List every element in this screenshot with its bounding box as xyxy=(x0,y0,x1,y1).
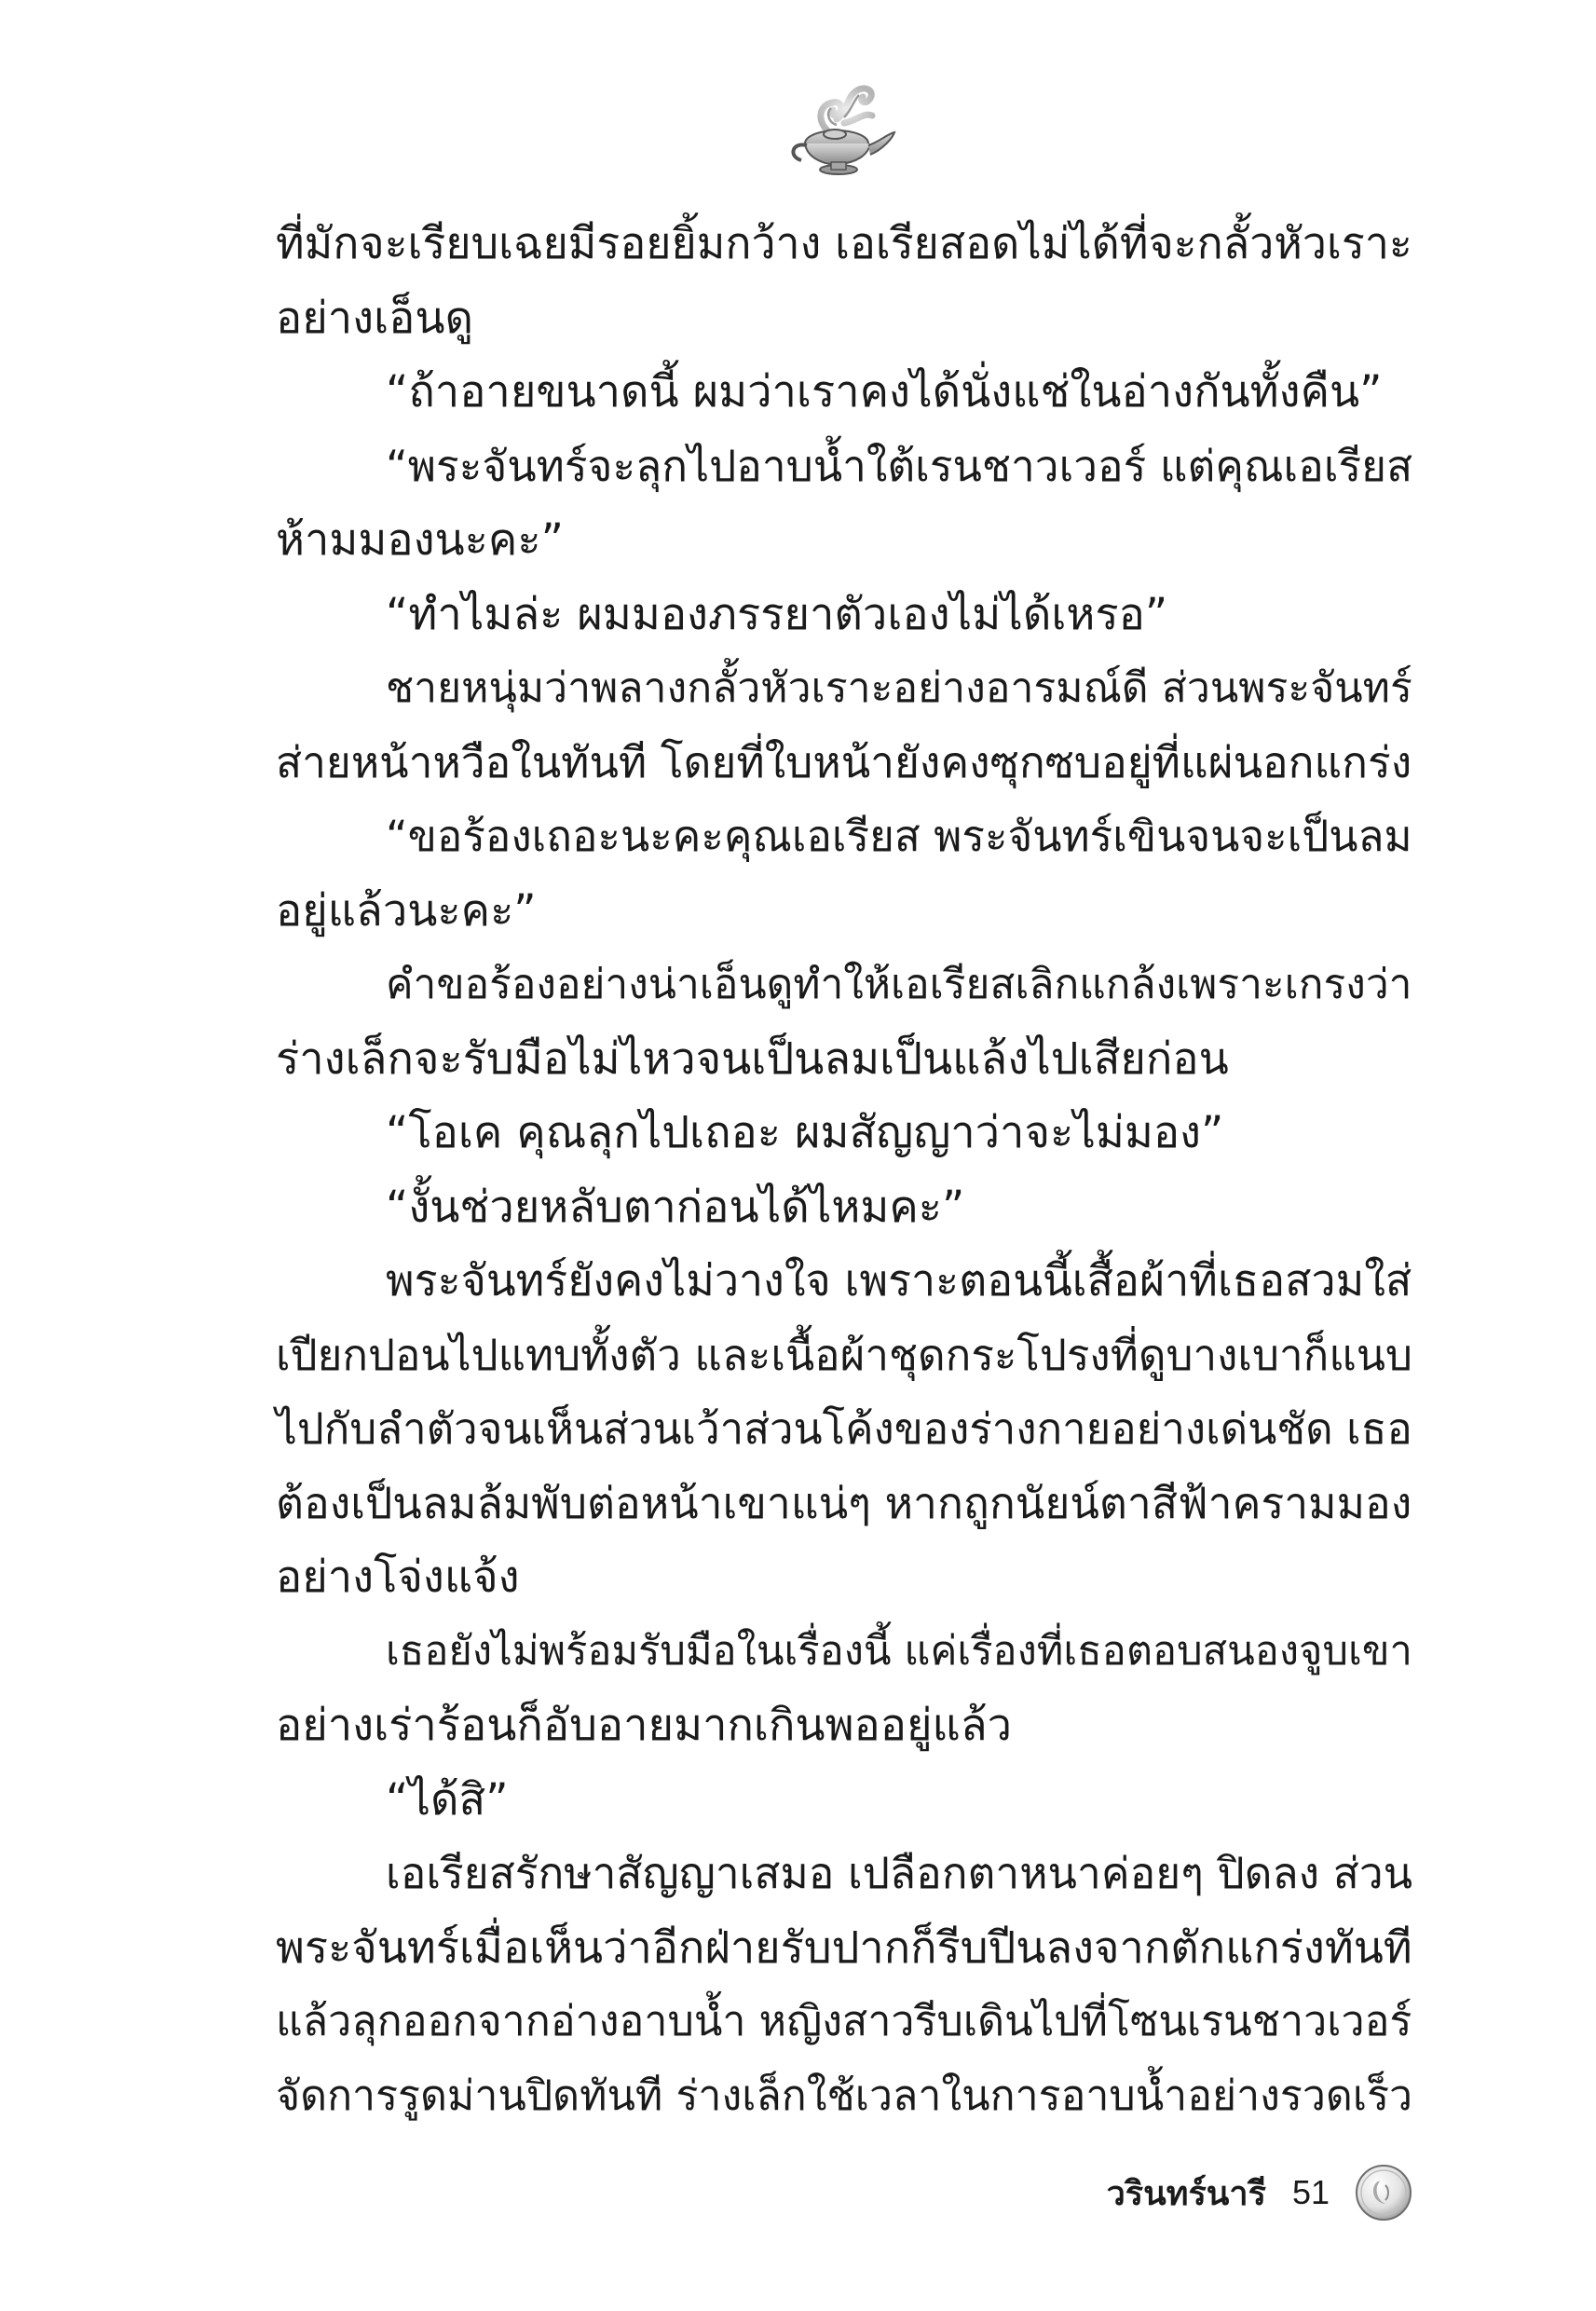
text-line: “โอเค คุณลุกไปเถอะ ผมสัญญาว่าจะไม่มอง” xyxy=(386,1107,1224,1158)
text-line: อย่างเอ็นดู xyxy=(276,292,474,344)
text-line: อย่างเร่าร้อนก็อับอายมากเกินพออยู่แล้ว xyxy=(276,1700,1013,1751)
text-line: ร่างเล็กจะรับมือไม่ไหวจนเป็นลมเป็นแล้งไปเสียก่อน xyxy=(276,1032,1229,1085)
moon-medallion-icon xyxy=(1354,2163,1413,2222)
body-text xyxy=(276,207,1412,2133)
page-footer xyxy=(1107,2160,1413,2225)
text-line: อย่างโจ่งแจ้ง xyxy=(276,1552,520,1603)
text-line: “พระจันทร์จะลุกไปอาบน้ำใต้เรนชาวเวอร์ แต่คุณเอเรียส xyxy=(386,440,1413,491)
text-line: พระจันทร์เมื่อเห็นว่าอีกฝ่ายรับปากก็รีบปีนลงจากตักแกร่งทันที xyxy=(276,1921,1412,1974)
text-line: คำขอร้องอย่างน่าเอ็นดูทำให้เอเรียสเลิกแกล้งเพราะเกรงว่า xyxy=(386,961,1412,1008)
text-line: “งั้นช่วยหลับตาก่อนได้ไหมคะ” xyxy=(386,1181,965,1233)
text-line: เปียกปอนไปแทบทั้งตัว และเนื้อผ้าชุดกระโปรงที่ดูบางเบาก็แนบ xyxy=(276,1330,1412,1380)
text-line: “ได้สิ” xyxy=(386,1773,509,1826)
book-title: วรินทร์นารี xyxy=(1106,2174,1266,2213)
text-line: “ทำไมล่ะ ผมมองภรรยาตัวเองไม่ได้เหรอ” xyxy=(386,588,1168,640)
text-line: ชายหนุ่มว่าพลางกลั้วหัวเราะอย่างอารมณ์ดี ส่วนพระจันทร์ xyxy=(386,664,1412,712)
text-line: อยู่แล้วนะคะ” xyxy=(276,884,537,937)
text-line: เอเรียสรักษาสัญญาเสมอ เปลือกตาหนาค่อยๆ ปิดลง ส่วน xyxy=(386,1848,1413,1898)
text-line: “ถ้าอายขนาดนี้ ผมว่าเราคงได้นั่งแช่ในอ่างกันทั้งคืน” xyxy=(386,366,1383,417)
genie-lamp-icon xyxy=(779,76,900,179)
text-line: ห้ามมองนะคะ” xyxy=(276,514,564,566)
text-line: ไปกับลำตัวจนเห็นส่วนเว้าส่วนโค้งของร่างกายอย่างเด่นชัด เธอ xyxy=(276,1404,1412,1454)
text-line: พระจันทร์ยังคงไม่วางใจ เพราะตอนนี้เสื้อผ้าที่เธอสวมใส่ xyxy=(386,1255,1412,1306)
text-line: จัดการรูดม่านปิดทันที ร่างเล็กใช้เวลาในการอาบน้ำอย่างรวดเร็ว xyxy=(276,2071,1413,2120)
text-line: ส่ายหน้าหวือในทันที โดยที่ใบหน้ายังคงซุกซบอยู่ที่แผ่นอกแกร่ง xyxy=(276,736,1412,787)
text-line: “ขอร้องเถอะนะคะคุณเอเรียส พระจันทร์เขินจนจะเป็นลม xyxy=(386,812,1412,861)
page-number: 51 xyxy=(1291,2173,1330,2211)
text-line: ต้องเป็นลมล้มพับต่อหน้าเขาแน่ๆ หากถูกนัยน์ตาสีฟ้าครามมอง xyxy=(276,1477,1412,1528)
text-line: แล้วลุกออกจากอ่างอาบน้ำ หญิงสาวรีบเดินไปที่โซนเรนชาวเวอร์ xyxy=(276,1997,1412,2045)
text-line: ที่มักจะเรียบเฉยมีรอยยิ้มกว้าง เอเรียสอดไม่ได้ที่จะกลั้วหัวเราะ xyxy=(276,218,1412,268)
text-line: เธอยังไม่พร้อมรับมือในเรื่องนี้ แค่เรื่องที่เธอตอบสนองจูบเขา xyxy=(386,1627,1412,1675)
